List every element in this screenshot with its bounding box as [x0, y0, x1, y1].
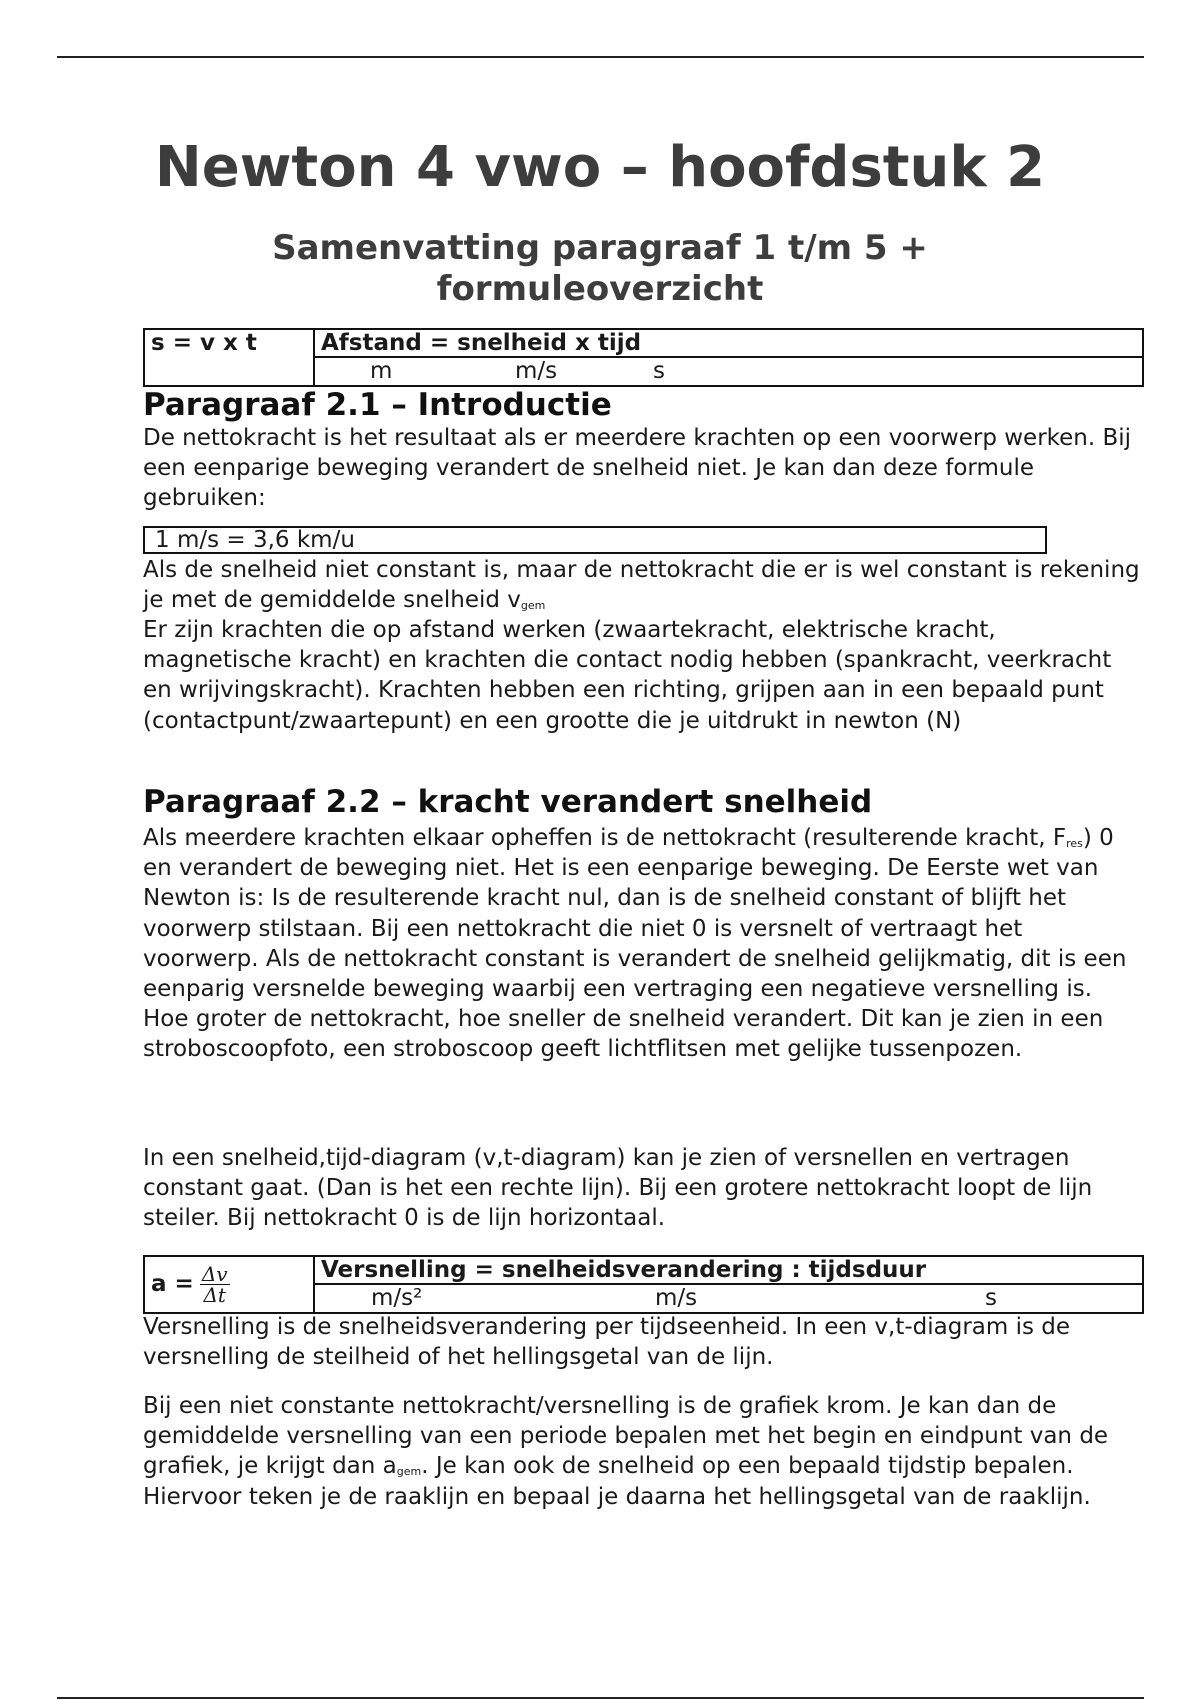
formula-distance-description: Afstand = snelheid x tijd [314, 329, 1143, 357]
unit-time: s [653, 358, 665, 384]
fraction-denominator: Δt [203, 1283, 226, 1307]
unit-acceleration: m/s² [371, 1285, 423, 1311]
unit-speed-change: m/s [655, 1285, 698, 1311]
subscript-gem: gem [396, 1465, 422, 1479]
formula-acceleration-description: Versnelling = snelheidsverandering : tijdsduur [314, 1256, 1143, 1284]
paragraph-text-b: ) 0 en verandert de beweging niet. Het is een eenparige beweging. De Eerste wet van Newton is: Is de resulterende kracht nul, dan is de snelheid constant of blijft het voorwerp stilstaan. Bij een nettokracht die niet 0 is versnelt of vertraagt het voorwerp. Als de nettokracht constant is verandert de snelheid gelijkmatig, dit is een eenparig versnelde beweging waarbij een vertraging een negatieve versnelling is. Hoe groter de nettokracht, hoe sneller de snelheid verandert. Dit kan je zien in een stroboscoopfoto, een stroboscoop geeft lichtflitsen met gelijke tussenpozen. [143, 825, 1127, 1063]
fraction-numerator: Δv [201, 1262, 228, 1286]
unit-speed: m/s [515, 358, 558, 384]
subscript-res: res [1066, 837, 1083, 850]
formula-distance: s = v x t [144, 329, 314, 386]
formula-table-distance [143, 328, 1144, 387]
paragraph-text: Als de snelheid niet constant is, maar de nettokracht die er is wel constant is rekening je met de gemiddelde snelheid v [143, 557, 1140, 614]
section-2-2-paragraph-2: In een snelheid,tijd-diagram (v,t-diagram) kan je zien of versnellen en vertragen constant gaat. (Dan is het een rechte lijn). Bij een grotere nettokracht loopt de lijn steiler. Bij nettokracht 0 is de lijn horizontaal. [143, 1145, 1093, 1232]
formula-acceleration-units [314, 1284, 1143, 1313]
section-heading-2-2: Paragraaf 2.2 – kracht verandert snelheid [143, 784, 873, 820]
page-subtitle: Samenvatting paragraaf 1 t/m 5 + formuleoverzicht [272, 228, 928, 309]
delta-fraction [200, 1264, 230, 1305]
formula-acceleration [144, 1256, 314, 1313]
page-title: Newton 4 vwo – hoofdstuk 2 [154, 135, 1046, 200]
section-2-1-paragraph-2 [143, 555, 1144, 615]
section-2-2-paragraph-3: Versnelling is de snelheidsverandering per tijdseenheid. In een v,t-diagram is de versnelling de steilheid of het hellingsgetal van de lijn. [143, 1314, 1071, 1371]
bottom-rule [57, 1697, 1144, 1699]
subscript-gem: gem [520, 599, 546, 613]
section-heading-2-1: Paragraaf 2.1 – Introductie [143, 387, 612, 423]
formula-acceleration-var: a = [151, 1271, 194, 1297]
paragraph-text-a: Als meerdere krachten elkaar opheffen is de nettokracht (resulterende kracht, F [143, 825, 1067, 851]
section-2-2-paragraph-1 [143, 823, 1144, 1065]
unit-duration: s [985, 1285, 997, 1311]
conversion-box: 1 m/s = 3,6 km/u [143, 526, 1047, 554]
section-2-2-paragraph-4 [143, 1391, 1144, 1512]
section-2-1-paragraph-1: De nettokracht is het resultaat als er meerdere krachten op een voorwerp werken. Bij een eenparige beweging verandert de snelheid niet. Je kan dan deze formule gebruiken: [143, 425, 1132, 512]
top-rule [57, 56, 1144, 58]
formula-distance-units [314, 357, 1143, 386]
section-2-1-paragraph-3: Er zijn krachten die op afstand werken (zwaartekracht, elektrische kracht, magnetische kracht) en krachten die contact nodig hebben (spankracht, veerkracht en wrijvingskracht). Krachten hebben een richting, grijpen aan in een bepaald punt (contactpunt/zwaartepunt) en een grootte die je uitdrukt in newton (N) [143, 617, 1112, 734]
unit-distance: m [370, 358, 393, 384]
formula-table-acceleration [143, 1255, 1144, 1314]
paragraph-text-b: . Je kan ook de snelheid op een bepaald tijdstip bepalen. Hiervoor teken je de raaklijn en bepaal je daarna het hellingsgetal van de raaklijn. [143, 1453, 1091, 1510]
paragraph-text-a: Bij een niet constante nettokracht/versnelling is de grafiek krom. Je kan dan de gemiddelde versnelling van een periode bepalen met het begin en eindpunt van de grafiek, je krijgt dan a [143, 1393, 1109, 1480]
